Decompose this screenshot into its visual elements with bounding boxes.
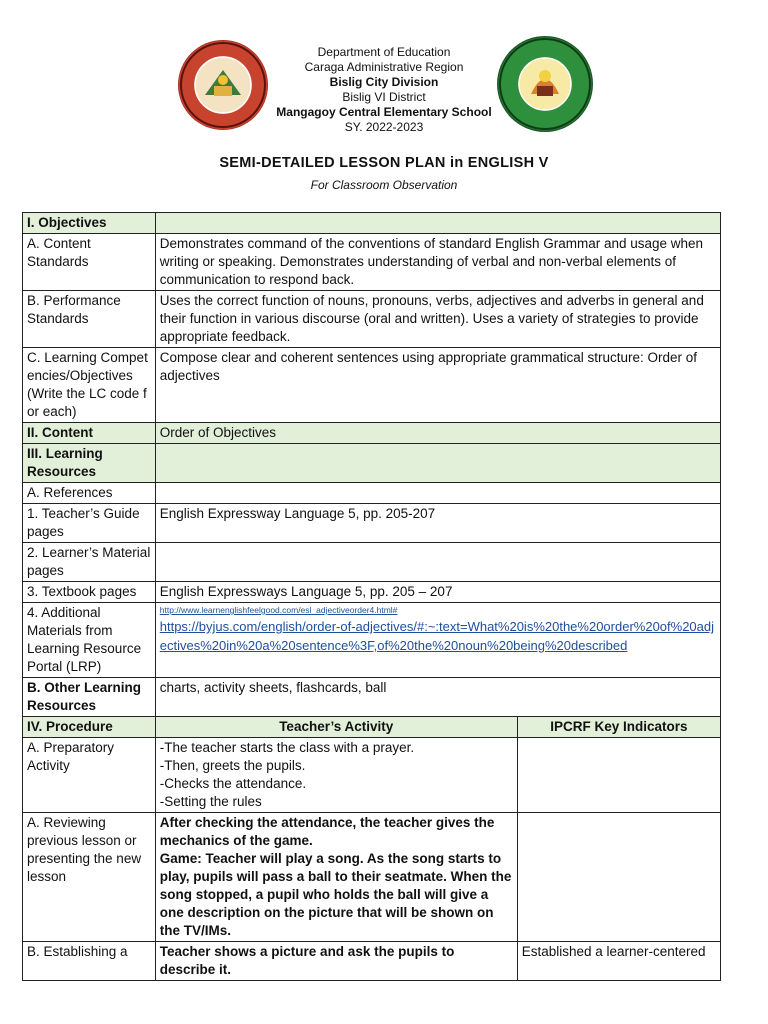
row-value: Teacher shows a picture and ask the pupils to describe it. bbox=[155, 942, 517, 981]
table-row bbox=[23, 213, 721, 234]
row-value: Order of Objectives bbox=[155, 423, 720, 444]
row-label: IV. Procedure bbox=[23, 717, 156, 738]
ipcrf-value bbox=[517, 813, 720, 942]
activity-line: -Setting the rules bbox=[159, 794, 262, 809]
region-name: Caraga Administrative Region bbox=[304, 60, 464, 74]
teacher-activity-header: Teacher’s Activity bbox=[155, 717, 517, 738]
row-label: 4. Additional Materials from Learning Resource Portal (LRP) bbox=[23, 603, 156, 678]
resource-link-learnenglish[interactable]: http://www.learnenglishfeelgood.com/esl_adjectiveorder4.html# bbox=[159, 605, 398, 615]
table-row bbox=[23, 543, 721, 582]
row-label: 3. Textbook pages bbox=[23, 582, 156, 603]
row-value bbox=[155, 444, 720, 483]
row-value bbox=[155, 213, 720, 234]
row-value: English Expressways Language 5, pp. 205 – 207 bbox=[155, 582, 720, 603]
row-value bbox=[155, 483, 720, 504]
table-row bbox=[23, 603, 721, 678]
school-year: SY. 2022-2023 bbox=[344, 120, 424, 134]
row-label: C. Learning Competencies/Objectives (Write the LC code for each) bbox=[23, 348, 156, 423]
table-row bbox=[23, 813, 721, 942]
ipcrf-header: IPCRF Key Indicators bbox=[517, 717, 720, 738]
row-value: English Expressway Language 5, pp. 205-207 bbox=[155, 504, 720, 543]
table-row bbox=[23, 234, 721, 291]
department-name: Department of Education bbox=[317, 45, 451, 59]
row-value: Uses the correct function of nouns, pronouns, verbs, adjectives and adverbs in general and their function in various discourse (oral and written). Uses a variety of strategies to provide appropriate feedback. bbox=[155, 291, 720, 348]
lesson-plan-table bbox=[22, 212, 721, 981]
district-name: Bislig VI District bbox=[342, 90, 426, 104]
table-row bbox=[23, 717, 721, 738]
ipcrf-value bbox=[517, 738, 720, 813]
table-row bbox=[23, 483, 721, 504]
school-seal-icon bbox=[497, 36, 593, 132]
row-value bbox=[155, 543, 720, 582]
table-row bbox=[23, 291, 721, 348]
row-label: B. Establishing a bbox=[23, 942, 156, 981]
activity-line: -Checks the attendance. bbox=[159, 776, 307, 791]
row-label: II. Content bbox=[23, 423, 156, 444]
deped-seal-icon bbox=[178, 40, 268, 130]
table-row bbox=[23, 738, 721, 813]
row-label: 2. Learner’s Material pages bbox=[23, 543, 156, 582]
document-header bbox=[0, 0, 768, 215]
table-row bbox=[23, 582, 721, 603]
activity-line: -Then, greets the pupils. bbox=[159, 758, 306, 773]
row-label: I. Objectives bbox=[23, 213, 156, 234]
activity-paragraph: After checking the attendance, the teacher gives the mechanics of the game. bbox=[159, 815, 495, 848]
division-name: Bislig City Division bbox=[329, 75, 439, 89]
table-row bbox=[23, 942, 721, 981]
row-label: A. Content Standards bbox=[23, 234, 156, 291]
row-value bbox=[155, 603, 720, 678]
row-value: charts, activity sheets, flashcards, ball bbox=[155, 678, 720, 717]
row-value: Compose clear and coherent sentences using appropriate grammatical structure: Order of adjectives bbox=[155, 348, 720, 423]
row-label: A. Reviewing previous lesson or presenting the new lesson bbox=[23, 813, 156, 942]
table-row bbox=[23, 348, 721, 423]
row-value bbox=[155, 738, 517, 813]
row-label: B. Performance Standards bbox=[23, 291, 156, 348]
table-row bbox=[23, 678, 721, 717]
school-info bbox=[268, 45, 500, 135]
document-title: SEMI-DETAILED LESSON PLAN in ENGLISH V bbox=[219, 155, 549, 171]
row-label: B. Other Learning Resources bbox=[23, 678, 156, 717]
activity-line: -The teacher starts the class with a prayer. bbox=[159, 740, 415, 755]
row-label: 1. Teacher’s Guide pages bbox=[23, 504, 156, 543]
row-label: A. Preparatory Activity bbox=[23, 738, 156, 813]
school-name: Mangagoy Central Elementary School bbox=[276, 105, 492, 119]
table-row bbox=[23, 504, 721, 543]
table-row bbox=[23, 444, 721, 483]
table-row bbox=[23, 423, 721, 444]
resource-link-byjus[interactable]: https://byjus.com/english/order-of-adjectives/#:~:text=What%20is%20the%20order%20of%20adjectives%20in%20a%20sentence%3F,of%20the%20noun%20being%20described bbox=[159, 619, 715, 653]
ipcrf-value: Established a learner-centered bbox=[517, 942, 720, 981]
document-subtitle: For Classroom Observation bbox=[310, 178, 458, 192]
row-label: A. References bbox=[23, 483, 156, 504]
row-label: III. Learning Resources bbox=[23, 444, 156, 483]
activity-paragraph: Game: Teacher will play a song. As the song starts to play, pupils will pass a ball to their seatmate. When the song stopped, a pupil who holds the ball will give a one description on the picture that will be shown on the TV/IMs. bbox=[159, 851, 512, 938]
row-value: Demonstrates command of the conventions of standard English Grammar and usage when writing or speaking. Demonstrates understanding of verbal and non-verbal elements of communication to respond back. bbox=[155, 234, 720, 291]
row-value bbox=[155, 813, 517, 942]
